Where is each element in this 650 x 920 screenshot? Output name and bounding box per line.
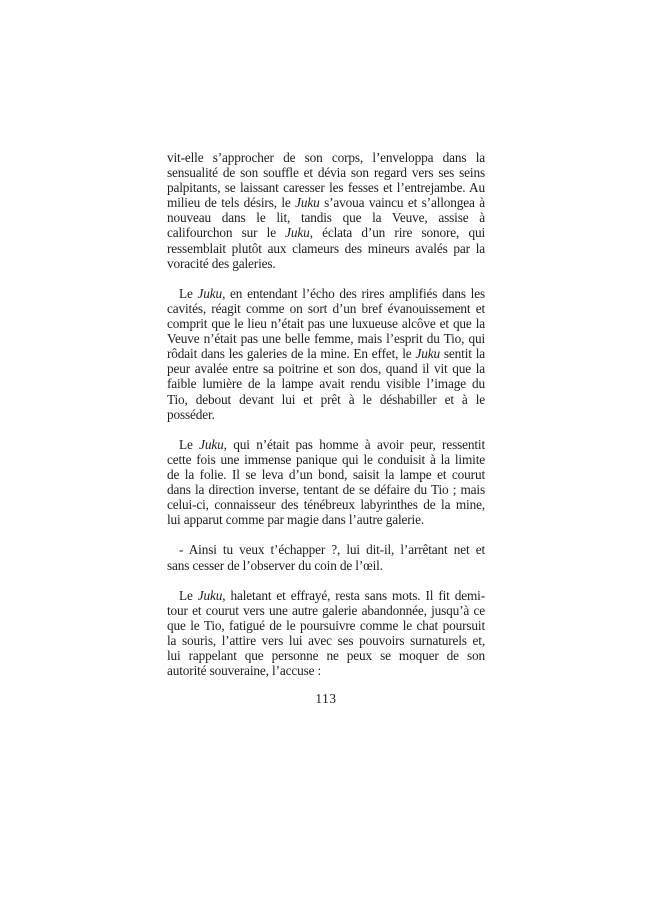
text-run: rôdait dans les galeries de la mine. En effet, le	[167, 346, 416, 362]
italic-text-run: Juku	[285, 225, 310, 241]
italic-text-run: Juku	[197, 285, 223, 301]
text-run: voracité des galeries.	[167, 255, 276, 271]
text-line	[167, 180, 485, 195]
text-run: milieu de tels désirs, le	[167, 195, 296, 211]
italic-text-run: Juku	[295, 195, 320, 211]
text-line	[167, 542, 485, 557]
text-line	[167, 512, 485, 527]
text-run: peur avalée entre sa poitrine et son dos, quand il vit que la	[167, 361, 485, 377]
paragraph	[167, 150, 485, 271]
text-run: sensualité de son souffle et dévia son regard vers ses seins	[167, 165, 485, 181]
text-run: cavités, réagit comme on sort d’un bref évanouissement et	[167, 300, 485, 316]
italic-text-run: Juku	[199, 436, 224, 452]
text-run: lui apparut comme par magie dans l’autre galerie.	[167, 512, 424, 528]
italic-text-run: Juku	[197, 587, 223, 603]
text-line	[167, 467, 485, 482]
text-line	[167, 588, 485, 603]
text-run: - Ainsi tu veux t’échapper ?, lui dit-il, l’arrêtant net et	[179, 542, 485, 558]
text-run: cette fois une immense panique qui le conduisit à la limite	[167, 451, 485, 467]
text-run: palpitants, se laissant caresser les fesses et l’entrejambe. Au	[167, 180, 485, 196]
text-run: posséder.	[167, 406, 215, 422]
paragraphs-container	[167, 150, 485, 678]
text-run: nouveau dans le lit, tandis que la Veuve, assise à	[167, 210, 485, 226]
text-line	[167, 150, 485, 165]
text-run: comprit que le lieu n’était pas une luxueuse alcôve et que la	[167, 316, 485, 332]
text-line	[167, 301, 485, 316]
text-line	[167, 361, 485, 376]
text-line	[167, 241, 485, 256]
text-run: s’avoua vaincu et s’allongea à	[319, 195, 486, 211]
text-run: , qui n’était pas homme à avoir peur, ressentit	[223, 436, 486, 452]
text-line	[167, 497, 485, 512]
text-run: Le	[179, 285, 198, 301]
paragraph	[167, 286, 485, 422]
text-line	[167, 316, 485, 331]
text-run: lui rappelant que personne ne peux se moquer de son	[167, 648, 485, 664]
text-run: ressemblait plutôt aux clameurs des mineurs avalés par la	[167, 240, 485, 256]
text-run: vit-elle s’approcher de son corps, l’enveloppa dans la	[167, 150, 485, 165]
text-run: de la folie. Il se leva d’un bond, saisit la lampe et courut	[167, 466, 485, 482]
text-run: sans cesser de l’observer du coin de l’œil.	[167, 557, 383, 573]
text-block	[167, 150, 485, 706]
text-line	[167, 452, 485, 467]
text-line	[167, 346, 485, 361]
text-run: , en entendant l’écho des rires amplifiés dans les	[222, 285, 486, 301]
text-line	[167, 392, 485, 407]
text-line	[167, 195, 485, 210]
text-run: celui-ci, connaisseur des ténébreux labyrinthes de la mine,	[167, 497, 485, 513]
text-line	[167, 331, 485, 346]
text-line	[167, 165, 485, 180]
text-run: dans la direction inverse, tentant de se défaire du Tio ; mais	[167, 482, 485, 498]
text-run: faible lumière de la lampe avait rendu visible l’image du	[167, 376, 485, 392]
text-line	[167, 648, 485, 663]
paragraph	[167, 437, 485, 528]
text-line	[167, 558, 485, 573]
text-run: Veuve n’était pas une belle femme, mais l’esprit du Tio, qui	[167, 331, 485, 347]
text-line	[167, 256, 485, 271]
text-run: , haletant et effrayé, resta sans mots. Il fit demi-	[222, 587, 485, 603]
page-number: 113	[315, 691, 337, 707]
paragraph	[167, 542, 485, 572]
text-line	[167, 437, 485, 452]
text-run: Le	[179, 436, 200, 452]
text-line	[167, 376, 485, 391]
text-line	[167, 633, 485, 648]
text-run: Le	[179, 587, 198, 603]
text-line	[167, 225, 485, 240]
text-line	[167, 663, 485, 678]
text-line	[167, 482, 485, 497]
text-line	[167, 407, 485, 422]
text-line	[167, 286, 485, 301]
text-run: sentit la	[439, 346, 485, 362]
text-run: tour et courut vers une autre galerie abandonnée, jusqu’à ce	[167, 602, 485, 618]
italic-text-run: Juku	[415, 346, 440, 362]
text-run: la souris, l’attire vers lui avec ses pouvoirs surnaturels et,	[167, 633, 485, 648]
text-line	[167, 603, 485, 618]
text-run: Tio, debout devant lui et prêt à le déshabiller et à le	[167, 391, 485, 407]
text-line	[167, 618, 485, 633]
text-run: , éclata d’un rire sonore, qui	[309, 225, 485, 241]
text-run: califourchon sur le	[167, 225, 286, 241]
paragraph	[167, 588, 485, 679]
text-line	[167, 210, 485, 225]
text-run: que le Tio, fatigué de le poursuivre comme le chat poursuit	[167, 617, 485, 633]
text-run: autorité souveraine, l’accuse :	[167, 663, 322, 679]
